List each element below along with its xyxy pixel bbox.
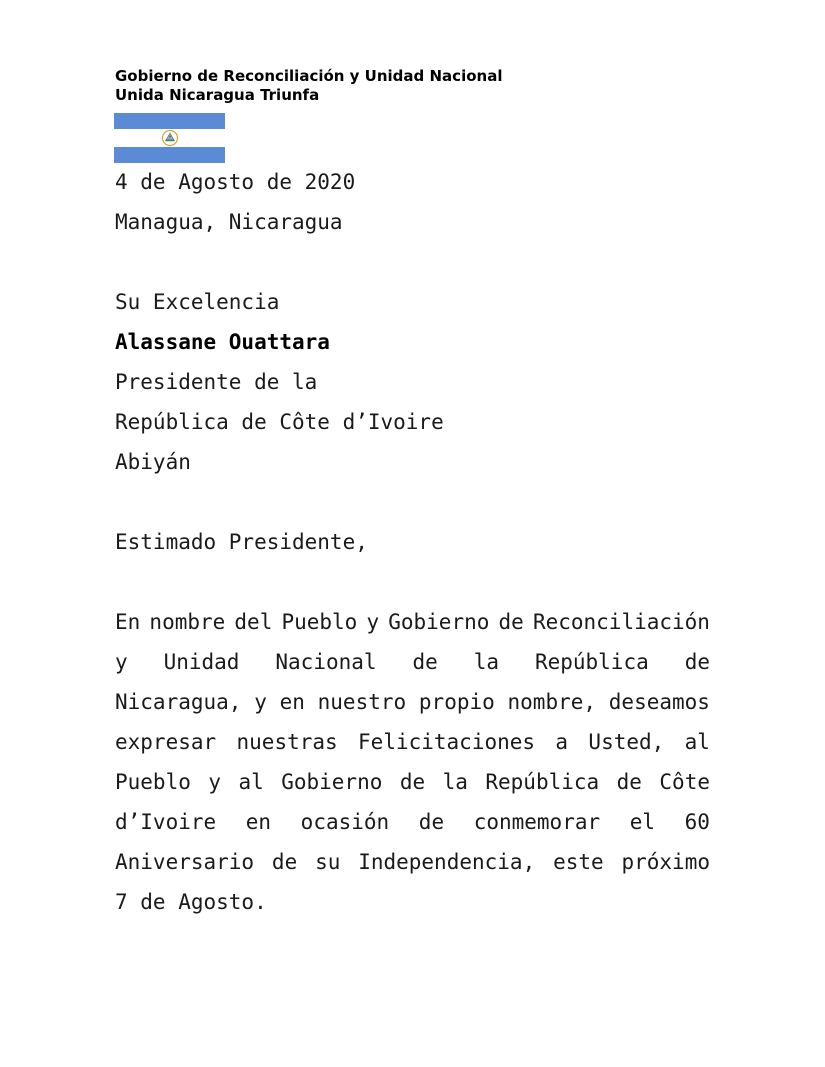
letter-place: Managua, Nicaragua <box>115 210 343 234</box>
body-word: de <box>271 850 298 874</box>
body-word: nuestro <box>317 690 407 714</box>
body-word: en <box>279 690 305 714</box>
body-word: Independencia, <box>358 850 536 874</box>
letter-greeting: Estimado Presidente, <box>115 530 368 554</box>
letter-date: 4 de Agosto de 2020 <box>115 170 356 194</box>
body-word: del <box>234 610 273 634</box>
body-word: Nicaragua, <box>115 690 242 714</box>
body-word: en <box>245 810 272 834</box>
body-word: la <box>442 770 468 794</box>
body-word: y <box>254 690 267 714</box>
body-word: En <box>115 610 141 634</box>
body-word: nombre <box>149 610 226 634</box>
recipient-city: Abiyán <box>115 450 191 474</box>
body-word: de <box>412 650 438 674</box>
body-word: propio <box>418 690 495 714</box>
body-word: y <box>115 650 128 674</box>
body-word: nombre, <box>507 690 597 714</box>
body-line <box>115 768 710 808</box>
body-word: su <box>315 850 341 874</box>
body-word: República <box>534 650 649 674</box>
body-word: el <box>629 810 656 834</box>
recipient-country: República de Côte d’Ivoire <box>115 410 444 434</box>
body-word: al <box>684 730 710 754</box>
body-word: próximo <box>621 850 710 874</box>
recipient-title: Su Excelencia <box>115 290 280 314</box>
body-word: a <box>555 730 569 754</box>
body-line <box>115 808 710 848</box>
body-word: y <box>366 610 380 634</box>
body-word: República <box>485 770 600 794</box>
body-line <box>115 608 710 648</box>
body-word: Nacional <box>275 650 377 674</box>
body-word: este <box>553 850 604 874</box>
body-line <box>115 648 710 688</box>
body-word: deseamos <box>608 690 710 714</box>
body-word: Gobierno <box>388 610 490 634</box>
recipient-role: Presidente de la <box>115 370 318 394</box>
recipient-name: Alassane Ouattara <box>115 330 330 354</box>
letter-body <box>115 608 710 928</box>
body-word: conmemorar <box>473 810 601 834</box>
body-word: Usted, <box>588 730 665 754</box>
body-word: y <box>208 770 221 794</box>
body-line-last: 7 de Agosto. <box>115 890 267 914</box>
body-word: d’Ivoire <box>115 810 217 834</box>
body-word: al <box>238 770 264 794</box>
body-word: de <box>684 650 710 674</box>
body-word: Aniversario <box>115 850 255 874</box>
nicaragua-coat-of-arms-icon <box>161 129 179 147</box>
body-word: expresar <box>115 730 217 754</box>
body-word: Pueblo <box>281 610 358 634</box>
body-word: Reconciliación <box>532 610 710 634</box>
body-word: la <box>473 650 500 674</box>
body-word: nuestras <box>236 730 338 754</box>
body-word: Felicitaciones <box>358 730 536 754</box>
body-word: 60 <box>684 810 710 834</box>
body-line <box>115 848 710 888</box>
body-word: de <box>418 810 445 834</box>
body-word: Unidad <box>163 650 240 674</box>
body-word: Côte <box>659 770 710 794</box>
body-line <box>115 688 710 728</box>
letterhead <box>115 67 502 105</box>
body-word: de <box>498 610 524 634</box>
flag-top-band <box>114 113 225 129</box>
letterhead-government-name: Gobierno de Reconciliación y Unidad Nacional <box>115 67 503 85</box>
body-word: Gobierno <box>281 770 383 794</box>
body-word: Pueblo <box>115 770 191 794</box>
flag-bottom-band <box>114 147 225 163</box>
nicaragua-flag <box>114 113 225 163</box>
body-word: de <box>616 770 642 794</box>
letterhead-slogan: Unida Nicaragua Triunfa <box>115 86 320 104</box>
body-word: de <box>399 770 426 794</box>
body-line <box>115 728 710 768</box>
body-word: ocasión <box>300 810 390 834</box>
